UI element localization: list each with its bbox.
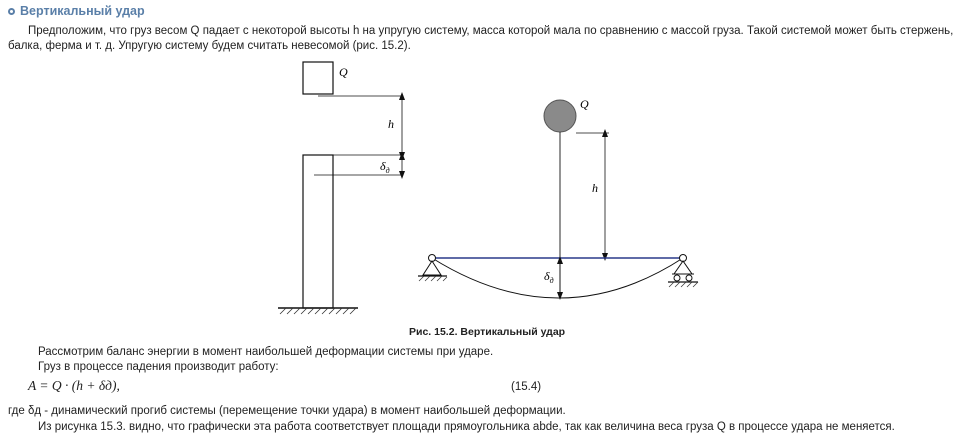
- label-h-beam: h: [592, 181, 598, 195]
- formula-number: (15.4): [511, 381, 542, 393]
- body-line-1: Рассмотрим баланс энергии в момент наибольшей деформации системы при ударе.: [38, 346, 494, 358]
- body-line-3: где δд - динамический прогиб системы (перемещение точки удара) в момент наибольшей деформации.: [8, 405, 566, 417]
- figure-caption: Рис. 15.2. Вертикальный удар: [409, 326, 566, 338]
- right-roller-support: [668, 255, 698, 288]
- deflected-beam-curve: [432, 258, 683, 298]
- rod-ground-hatch: [280, 308, 356, 314]
- section-title: Вертикальный удар: [20, 4, 145, 18]
- label-delta-beam: $\delta_д$: [544, 269, 554, 285]
- rod-diagram: [278, 62, 402, 314]
- rod: [303, 155, 333, 308]
- label-Q-beam: Q: [580, 97, 589, 111]
- label-Q-rod: Q: [339, 65, 348, 79]
- intro-line-1: Предположим, что груз весом Q падает с некоторой высоты h на упругую систему, масса которой мала по сравнению с массой груза. Такой системой может быть стержень,: [28, 25, 954, 37]
- beam-diagram: [418, 97, 698, 298]
- falling-load-box: [303, 62, 333, 94]
- intro-line-2: балка, ферма и т. д. Упругую систему будем считать невесомой (рис. 15.2).: [8, 40, 411, 52]
- label-h-rod: h: [388, 117, 394, 131]
- formula-15-4: A = Q · (h + δд),: [28, 378, 120, 393]
- label-delta-rod: $\delta_д$: [380, 159, 390, 175]
- falling-ball: [544, 100, 576, 132]
- body-line-2: Груз в процессе падения производит работу:: [38, 361, 279, 373]
- body-line-4: Из рисунка 15.3. видно, что графически эта работа соответствует площади прямоугольника abde, так как величина веса груза Q в процессе удара не меняется.: [38, 421, 895, 433]
